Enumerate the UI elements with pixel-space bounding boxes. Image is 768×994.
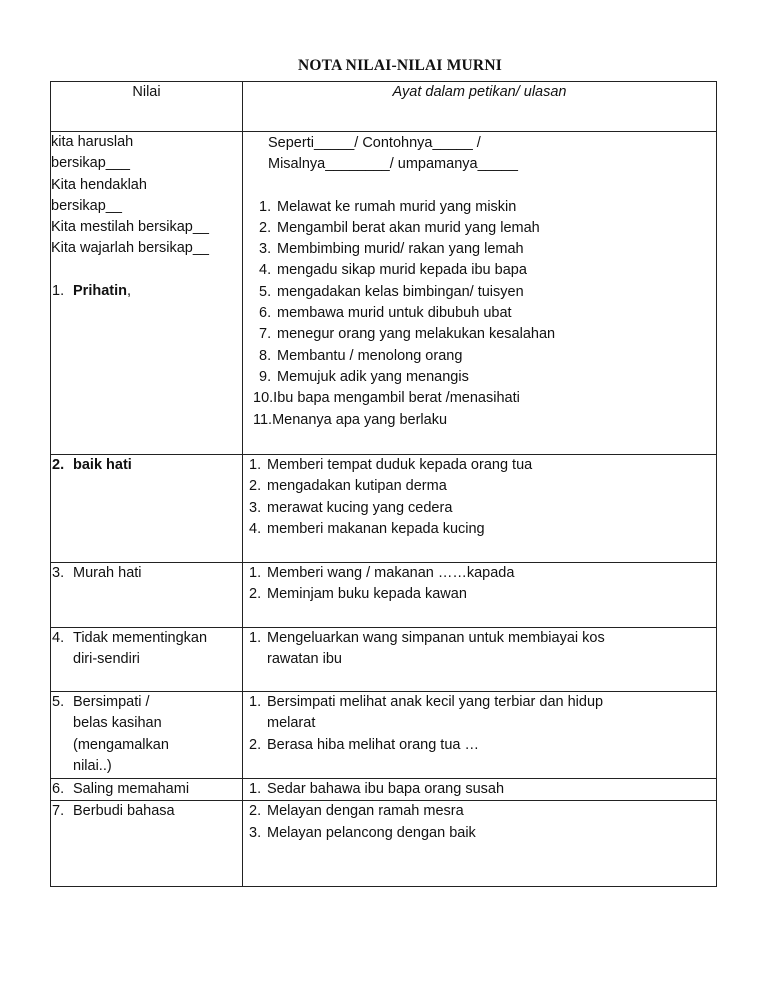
value-cell (51, 692, 243, 779)
list-item: 11.Menanya apa yang berlaku (253, 411, 448, 428)
list-item: 1. Bersimpati melihat anak kecil yang terbiar dan hidup melarat (249, 694, 604, 732)
list-item: 2. mengadakan kutipan derma (249, 478, 447, 495)
table-row (51, 563, 717, 628)
value-item: 3. Murah hati (52, 565, 142, 581)
value-item: 5. Bersimpati / belas kasihan (mengamalkan nilai..) (52, 694, 169, 774)
list-item: 2. Melayan dengan ramah mesra (249, 803, 464, 820)
list-item: 1. Melawat ke rumah murid yang miskin (259, 198, 517, 215)
value-label: Bersimpati / (73, 694, 150, 710)
phrase-line: Kita mestilah bersikap__ (51, 219, 209, 236)
example-cell (243, 455, 717, 563)
phrase-line: Kita wajarlah bersikap__ (51, 240, 209, 257)
table-header-row (51, 82, 717, 132)
value-cell (51, 563, 243, 628)
value-label: Tidak mementingkan (73, 630, 208, 646)
list-item: 2. Berasa hiba melihat orang tua … (249, 736, 479, 753)
value-cell (51, 801, 243, 887)
phrase-line: Kita hendaklah (51, 176, 147, 193)
value-item: 1. Prihatin, (52, 282, 132, 299)
intro-line: Misalnya________/ umpamanya_____ (268, 156, 518, 173)
value-item: 2. baik hati (52, 457, 132, 473)
example-cell (243, 692, 717, 779)
value-item: 7. Berbudi bahasa (52, 803, 175, 820)
table-row (51, 132, 717, 455)
list-item: 10.Ibu bapa mengambil berat /menasihati (253, 390, 520, 407)
table-row (51, 779, 717, 801)
list-item: 2. Meminjam buku kepada kawan (249, 586, 467, 603)
value-label: Murah hati (73, 565, 142, 581)
example-cell (243, 132, 717, 455)
value-item: 6. Saling memahami (52, 781, 190, 797)
table-row (51, 692, 717, 779)
header-ayat: Ayat dalam petikan/ ulasan (243, 82, 717, 132)
example-cell (243, 801, 717, 887)
table-row (51, 455, 717, 563)
list-item: 8. Membantu / menolong orang (259, 347, 463, 364)
list-item: 3. merawat kucing yang cedera (249, 499, 453, 516)
values-table (50, 81, 717, 887)
intro-line: Seperti_____/ Contohnya_____ / (268, 135, 481, 151)
value-cell (51, 455, 243, 563)
example-cell (243, 628, 717, 692)
list-item: 2. Mengambil berat akan murid yang lemah (259, 219, 540, 236)
document-title: NOTA NILAI-NILAI MURNI (298, 57, 502, 74)
value-cell (51, 628, 243, 692)
list-item: 1. Mengeluarkan wang simpanan untuk membiayai kos rawatan ibu (249, 630, 605, 668)
value-label: baik hati (73, 457, 132, 473)
example-cell (243, 563, 717, 628)
phrase-line: bersikap___ (51, 155, 130, 172)
value-item: 4. Tidak mementingkan diri-sendiri (52, 630, 208, 668)
header-nilai: Nilai (51, 82, 243, 132)
list-item: 4. memberi makanan kepada kucing (249, 520, 485, 537)
list-item: 4. mengadu sikap murid kepada ibu bapa (259, 262, 527, 279)
value-cell (51, 779, 243, 801)
value-label: Berbudi bahasa (73, 803, 175, 820)
list-item: 6. membawa murid untuk dibubuh ubat (259, 305, 512, 322)
value-label: Prihatin (73, 282, 127, 299)
list-item: 1. Memberi wang / makanan ……kapada (249, 565, 515, 581)
phrase-line: kita haruslah (51, 134, 134, 150)
list-item: 3. Membimbing murid/ rakan yang lemah (259, 241, 524, 258)
list-item: 9. Memujuk adik yang menangis (259, 368, 469, 385)
example-cell (243, 779, 717, 801)
table-row (51, 801, 717, 887)
list-item: 7. menegur orang yang melakukan kesalahan (259, 326, 556, 343)
list-item: 5. mengadakan kelas bimbingan/ tuisyen (259, 283, 524, 300)
value-cell (51, 132, 243, 455)
list-item: 3. Melayan pelancong dengan baik (249, 824, 476, 841)
table-row (51, 628, 717, 692)
list-item: 1. Memberi tempat duduk kepada orang tua (249, 457, 533, 473)
phrase-line: bersikap__ (51, 197, 122, 214)
list-item: 1. Sedar bahawa ibu bapa orang susah (249, 781, 505, 797)
value-label: Saling memahami (73, 781, 190, 797)
